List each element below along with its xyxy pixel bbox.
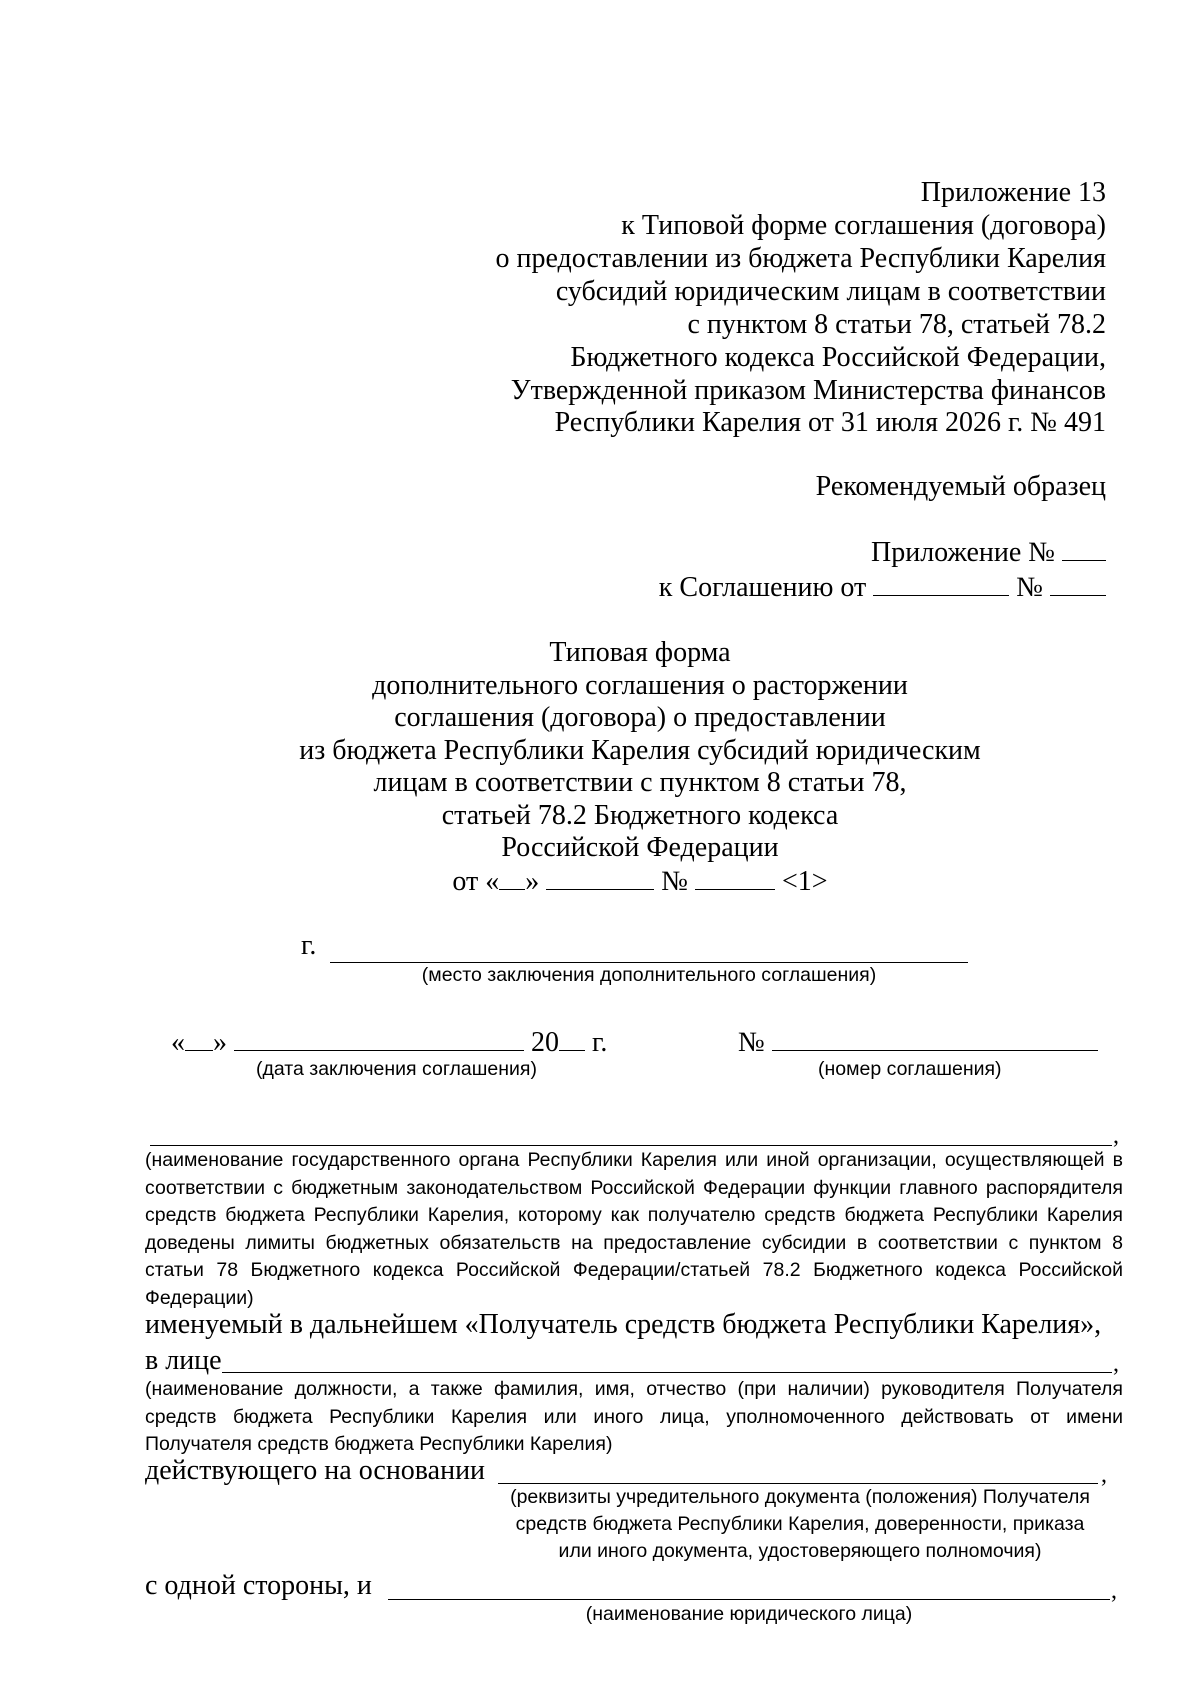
organization-comma: , [1113, 1123, 1119, 1149]
title-line: статьей 78.2 Бюджетного кодекса [441, 800, 839, 831]
agreement-appendix-number-line [871, 536, 1106, 570]
title-month-blank [546, 865, 654, 890]
basis-caption-line: или иного документа, удостоверяющего полномочия) [558, 1540, 1042, 1562]
in-person-comma: , [1113, 1351, 1119, 1377]
agreement-date-number-line [659, 571, 1106, 605]
date-quote-close: » [213, 1027, 227, 1058]
place-caption: (место заключения дополнительного соглашения) [421, 964, 877, 986]
title-day-blank [499, 865, 525, 890]
one-side-label: с одной стороны, и [145, 1570, 372, 1601]
appendix-line: Бюджетного кодекса Российской Федерации, [570, 342, 1106, 373]
title-date-close: » [525, 866, 540, 897]
basis-caption-line: (реквизиты учредительного документа (положения) Получателя [510, 1486, 1090, 1508]
day-blank [185, 1026, 213, 1051]
recommended-sample-label: Рекомендуемый образец [815, 471, 1106, 502]
title-line: Типовая форма [549, 637, 731, 668]
year-prefix: 20 [531, 1027, 559, 1058]
title-date-number-line [120, 865, 1160, 899]
year-suffix: г. [592, 1027, 608, 1058]
city-prefix: г. [301, 930, 317, 961]
agreement-number-blank [1050, 571, 1106, 596]
acting-basis-comma: , [1101, 1462, 1107, 1488]
title-number-blank [695, 865, 775, 890]
title-line: дополнительного соглашения о расторжении [372, 670, 908, 701]
month-blank [234, 1026, 524, 1051]
agreement-date-blank [873, 571, 1009, 596]
basis-caption-line: средств бюджета Республики Карелия, доверенности, приказа [515, 1513, 1085, 1535]
appendix-line: Утвержденной приказом Министерства финансов [510, 375, 1106, 406]
appendix-line: о предоставлении из бюджета Республики Карелия [495, 243, 1106, 274]
person-caption: (наименование должности, а также фамилия, имя, отчество (при наличии) руководителя Получателя средств бюджета Республики Карелия или иного лица, уполномоченного действовать от имени Получателя средств бюджета Республики Карелия) [145, 1378, 1123, 1455]
acting-basis-label: действующего на основании [145, 1455, 486, 1486]
title-line: соглашения (договора) о предоставлении [394, 702, 886, 733]
legal-entity-caption: (наименование юридического лица) [585, 1603, 913, 1625]
appendix-number-blank [1062, 536, 1106, 561]
number-caption: (номер соглашения) [818, 1058, 1002, 1080]
number-sign: № [738, 1027, 765, 1058]
appendix-line: субсидий юридическим лицам в соответствии [555, 276, 1106, 307]
year-blank [559, 1026, 585, 1051]
appendix-line: Республики Карелия от 31 июля 2026 г. № 491 [554, 407, 1106, 438]
footnote-ref: <1> [782, 866, 828, 897]
appendix-line: к Типовой форме соглашения (договора) [621, 210, 1106, 241]
title-line: Российской Федерации [501, 832, 779, 863]
title-line: из бюджета Республики Карелия субсидий юридическим [299, 735, 981, 766]
title-line: лицам в соответствии с пунктом 8 статьи 78, [373, 767, 907, 798]
appendix-number-label: Приложение № [871, 537, 1055, 568]
named-as-text: именуемый в дальнейшем «Получатель средств бюджета Республики Карелия», [145, 1309, 1102, 1340]
date-caption: (дата заключения соглашения) [256, 1058, 537, 1080]
title-date-open: от « [452, 866, 500, 897]
date-quote-open: « [171, 1027, 185, 1058]
appendix-line: Приложение 13 [920, 177, 1106, 208]
number-line [738, 1026, 1098, 1059]
legal-entity-comma: , [1111, 1578, 1117, 1604]
agreement-number-sign: № [1016, 572, 1043, 603]
organization-caption: (наименование государственного органа Республики Карелия или иной организации, осуществляющей в соответствии с бюджетным законодательством Российской Федерации функции главного распорядителя средств бюджета Республики Карелия, которому как получателю средств бюджета Республики Карелия доведены лимиты бюджетных обязательств на предоставление субсидии в соответствии с пунктом 8 статьи 78 Бюджетного кодекса Российской Федерации/статьей 78.2 Бюджетного кодекса Российской Федерации) [145, 1149, 1123, 1309]
appendix-line: с пунктом 8 статьи 78, статьей 78.2 [687, 309, 1106, 340]
in-person-label: в лице [145, 1345, 222, 1376]
in-person-line [222, 1372, 1112, 1373]
organization-line [150, 1145, 1112, 1146]
to-agreement-label: к Соглашению от [658, 572, 867, 603]
date-number-line [171, 1026, 607, 1059]
legal-entity-line [388, 1599, 1110, 1600]
number-blank [772, 1026, 1098, 1051]
title-number-sign: № [661, 866, 688, 897]
